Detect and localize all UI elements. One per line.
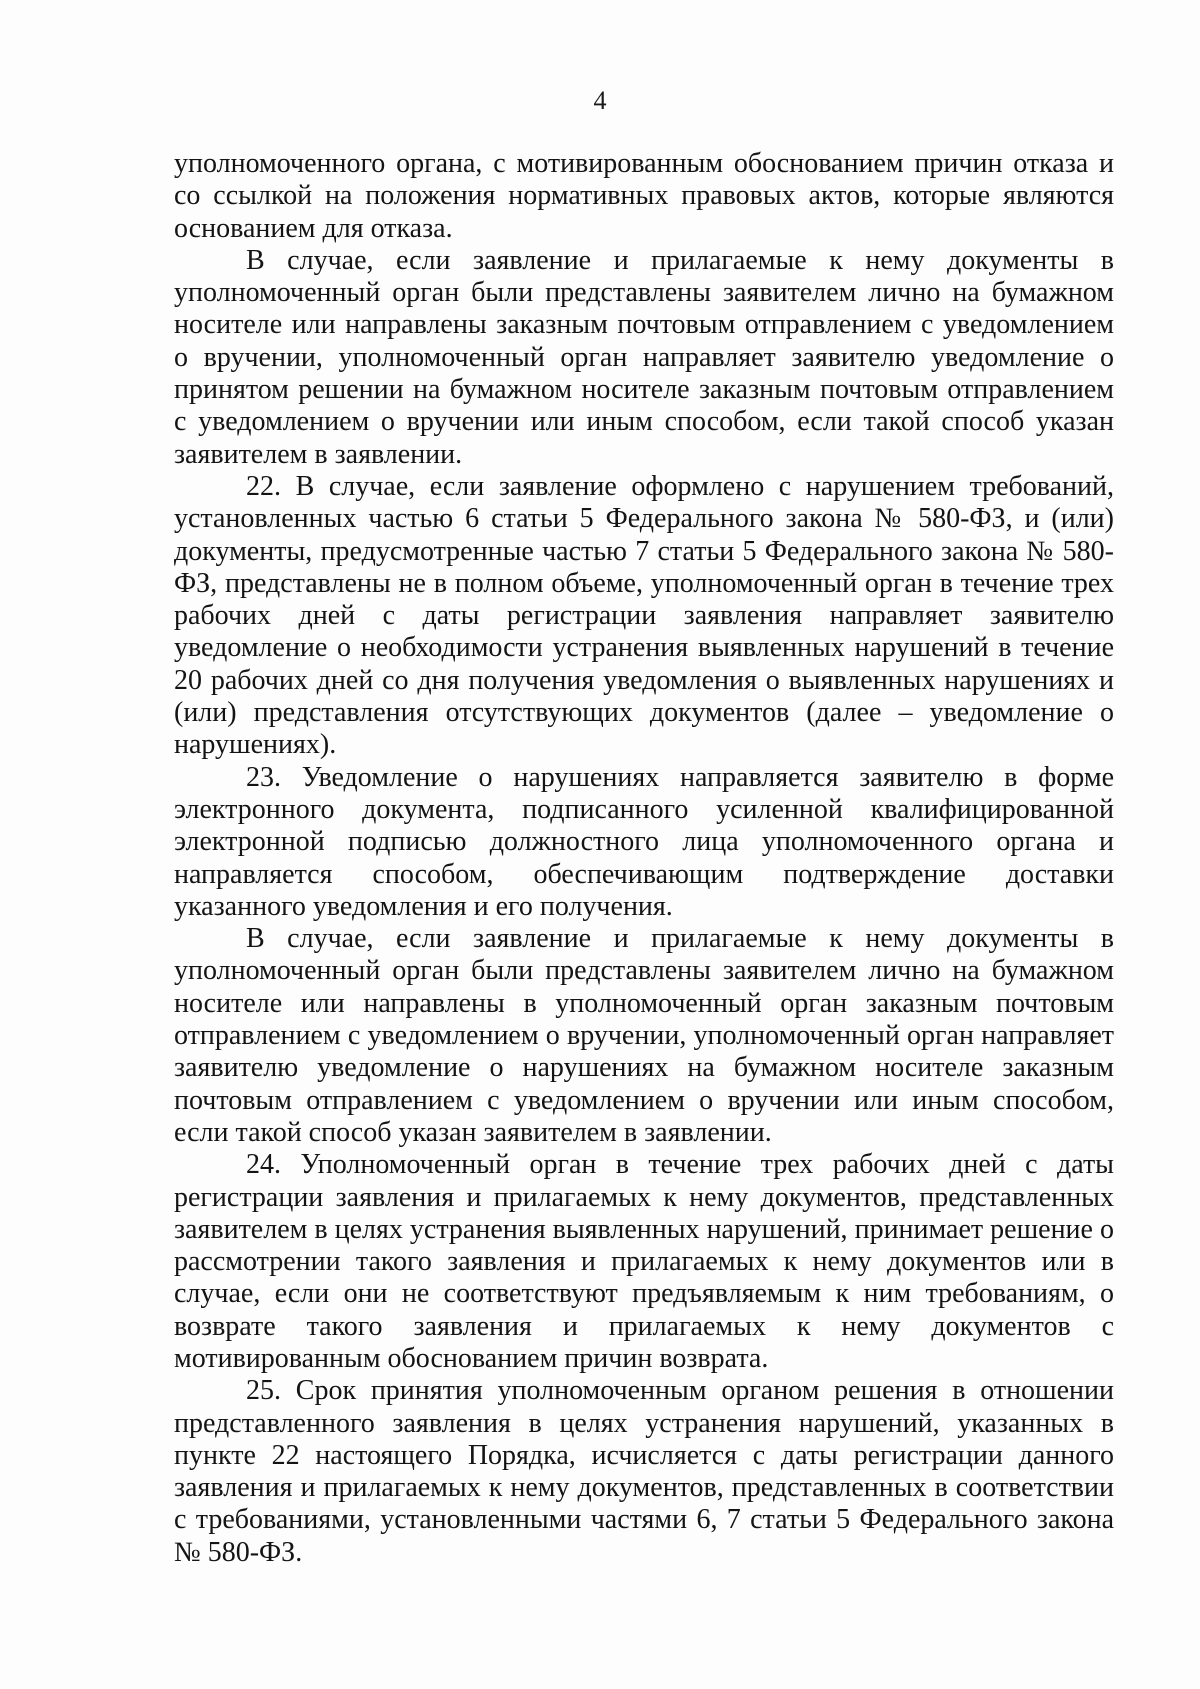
paragraph-clause-23: 23. Уведомление о нарушениях направляется заявителю в форме электронного документа, подписанного усиленной квалифицированной электронной подписью должностного лица уполномоченного органа и направляется способом, обеспечивающим подтверждение доставки указанного уведомления и его получения.: [174, 761, 1114, 922]
paragraph-clause-23-paper: В случае, если заявление и прилагаемые к нему документы в уполномоченный орган были представлены заявителем лично на бумажном носителе или направлены в уполномоченный орган заказным почтовым отправлением с уведомлением о вручении, уполномоченный орган направляет заявителю уведомление о нарушениях на бумажном носителе заказным почтовым отправлением с уведомлением о вручении или иным способом, если такой способ указан заявителем в заявлении.: [174, 923, 1114, 1148]
paragraph-clause-25: 25. Срок принятия уполномоченным органом решения в отношении представленного заявления в целях устранения нарушений, указанных в пункте 22 настоящего Порядка, исчисляется с даты регистрации данного заявления и прилагаемых к нему документов, представленных в соответствии с требованиями, установленными частями 6, 7 статьи 5 Федерального закона № 580-ФЗ.: [174, 1375, 1114, 1568]
document-body: [174, 148, 1114, 1569]
paragraph-continuation: уполномоченного органа, с мотивированным обоснованием причин отказа и со ссылкой на положения нормативных правовых актов, которые являются основанием для отказа.: [174, 148, 1114, 244]
page-number: 4: [593, 86, 607, 115]
paragraph-clause-24: 24. Уполномоченный орган в течение трех рабочих дней с даты регистрации заявления и прилагаемых к нему документов, представленных заявителем в целях устранения выявленных нарушений, принимает решение о рассмотрении такого заявления и прилагаемых к нему документов или в случае, если они не соответствуют предъявляемым к ним требованиям, о возврате такого заявления и прилагаемых к нему документов с мотивированным обоснованием причин возврата.: [174, 1149, 1114, 1374]
paragraph-paper-notice: В случае, если заявление и прилагаемые к нему документы в уполномоченный орган были представлены заявителем лично на бумажном носителе или направлены заказным почтовым отправлением с уведомлением о вручении, уполномоченный орган направляет заявителю уведомление о принятом решении на бумажном носителе заказным почтовым отправлением с уведомлением о вручении или иным способом, если такой способ указан заявителем в заявлении.: [174, 244, 1114, 470]
paragraph-clause-22: 22. В случае, если заявление оформлено с нарушением требований, установленных частью 6 статьи 5 Федерального закона № 580-ФЗ, и (или) документы, предусмотренные частью 7 статьи 5 Федерального закона № 580-ФЗ, представлены не в полном объеме, уполномоченный орган в течение трех рабочих дней с даты регистрации заявления направляет заявителю уведомление о необходимости устранения выявленных нарушений в течение 20 рабочих дней со дня получения уведомления о выявленных нарушениях и (или) представления отсутствующих документов (далее – уведомление о нарушениях).: [174, 470, 1114, 761]
